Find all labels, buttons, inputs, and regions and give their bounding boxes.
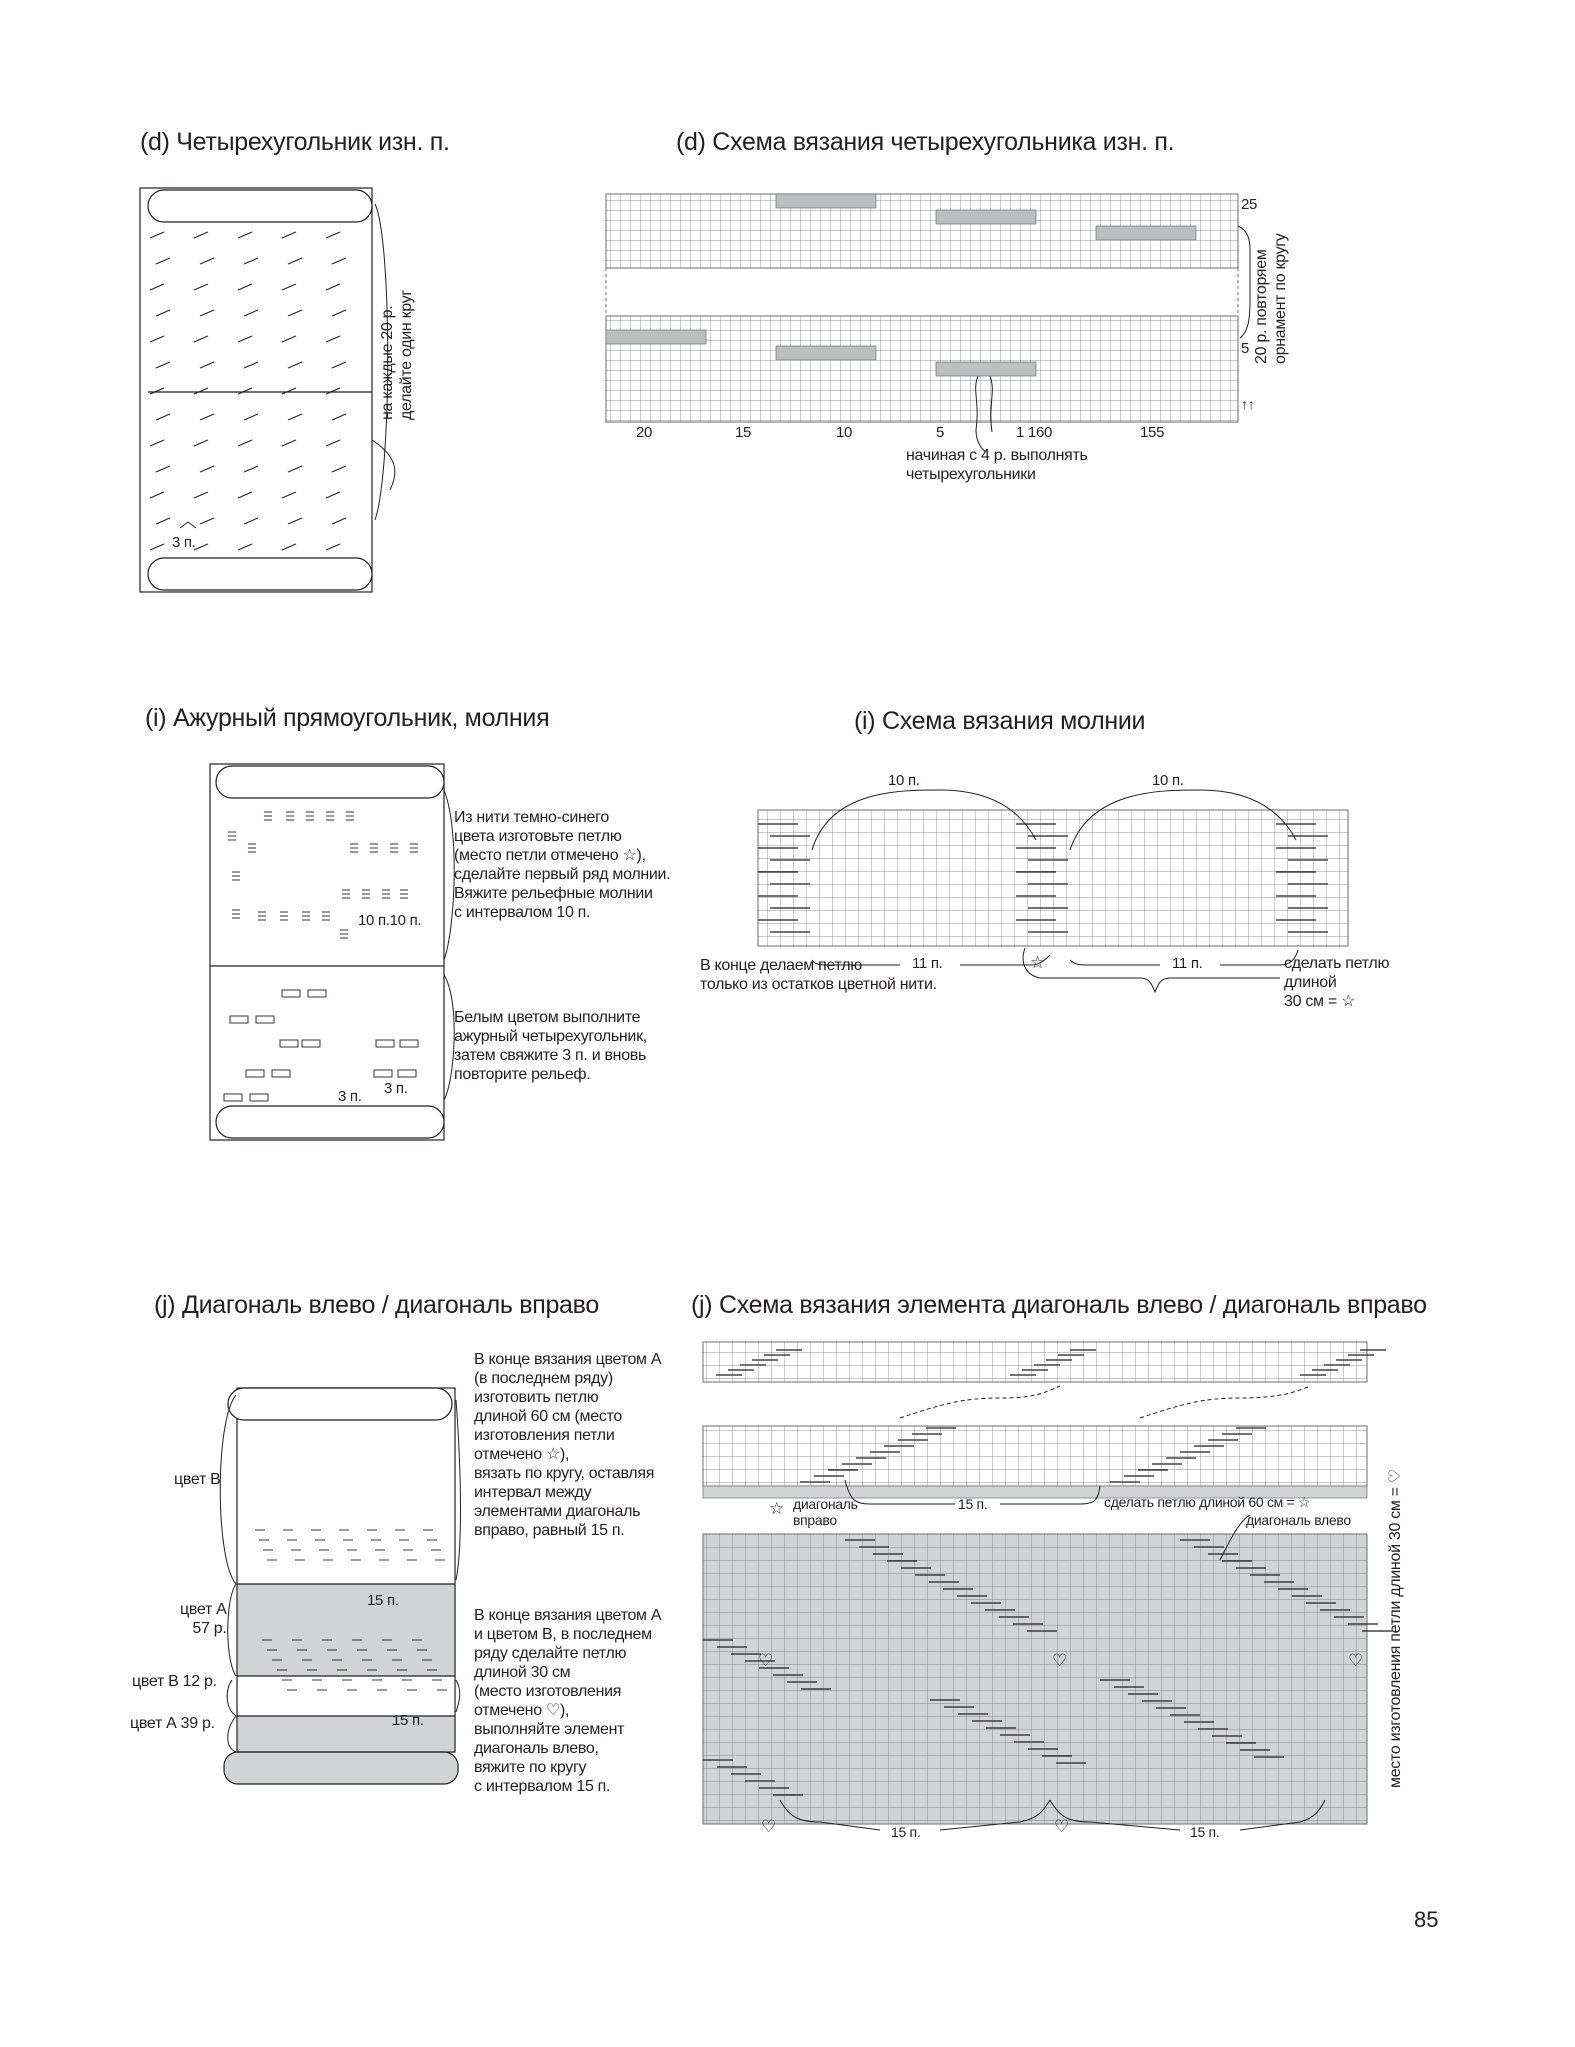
purl-dash [288, 362, 302, 368]
heart-icon: ♡ [1054, 1817, 1069, 1836]
heart-icon: ♡ [758, 1651, 773, 1670]
label-color-b: цвет В [174, 1471, 221, 1488]
purl-dash [332, 310, 346, 316]
purl-dash [326, 388, 340, 394]
section-j-title-right: (j) Схема вязания элемента диагональ влево / диагональ вправо [691, 1291, 1427, 1319]
section-i-title-left: (i) Ажурный прямоугольник, молния [145, 704, 550, 732]
purl-dash [150, 336, 164, 342]
zigzag-top-10p-b: 10 п. [1152, 772, 1184, 789]
zigzag-bottom-11p-b: 11 п. [1172, 955, 1203, 972]
lace-label-3p-b: 3 п. [384, 1080, 408, 1097]
diagonal-bottom-15p-a: 15 п. [891, 1824, 921, 1840]
purl-dash [150, 232, 164, 238]
purl-dash [332, 362, 346, 368]
lace-hole [376, 1040, 394, 1047]
purl-dash [200, 258, 214, 264]
purl-dash [194, 336, 208, 342]
lace-hole [302, 1040, 320, 1047]
lace-hole [250, 1094, 268, 1101]
purl-dash [200, 310, 214, 316]
purl-dash [200, 466, 214, 472]
purl-dash [244, 466, 258, 472]
purl-dash [326, 544, 340, 550]
lace-hole [230, 1016, 248, 1023]
purl-dash [150, 492, 164, 498]
diagonal-right-label: диагональ вправо [793, 1496, 858, 1528]
lace-hole [400, 1040, 418, 1047]
stitch-count-3p: 3 п. [172, 534, 196, 551]
lace-hole [280, 1040, 298, 1047]
purl-dash [238, 388, 252, 394]
lace-label-3p-a: 3 п. [338, 1088, 362, 1105]
diagonal-label-15p-b: 15 п. [392, 1712, 424, 1729]
lace-note-bottom: Белым цветом выполните ажурный четырехугольник, затем свяжите 3 п. и вновь повторите рельеф. [454, 1009, 647, 1083]
purl-dash [150, 440, 164, 446]
purl-dash [238, 440, 252, 446]
lace-hole [224, 1094, 242, 1101]
purl-dash [200, 518, 214, 524]
section-d-title-right: (d) Схема вязания четырехугольника изн. п. [676, 128, 1175, 156]
purl-dash [156, 258, 170, 264]
purl-dash [288, 414, 302, 420]
label-color-a-39: цвет А 39 р. [130, 1715, 215, 1732]
purl-dash [282, 388, 296, 394]
axis-tick-label: 15 [735, 424, 752, 441]
page-number: 85 [1414, 1907, 1439, 1932]
purl-dash [244, 310, 258, 316]
purl-dash [282, 492, 296, 498]
repeat-note: 20 р. повторяем орнамент по кругу [1253, 233, 1289, 364]
purl-dash [326, 284, 340, 290]
purl-dash [194, 492, 208, 498]
row-label-25: 25 [1241, 196, 1258, 213]
purl-dash [238, 492, 252, 498]
diagonal-drawing [220, 1388, 460, 1784]
side-note-rounds: на каждые 20 р. делайте один круг [379, 290, 415, 420]
purl-dash [194, 388, 208, 394]
purl-dash [282, 544, 296, 550]
vertical-loop-note: место изготовления петли длиной 30 см = ♡ [1387, 1469, 1404, 1788]
loop-60cm-label: сделать петлю длиной 60 см = ☆ [1104, 1494, 1311, 1510]
diagonal-note-top: В конце вязания цветом А (в последнем ряду) изготовить петлю длиной 60 см (место изготовления петли отмечено ☆), вязать по кругу, оставляя интервал между элементами диагональ вправо, равный 15 п. [474, 1351, 662, 1539]
heart-icon: ♡ [761, 1817, 776, 1836]
square-purl-chart [606, 194, 1250, 452]
purl-dash [288, 258, 302, 264]
axis-tick-label: 5 [936, 424, 945, 441]
zigzag-top-10p-a: 10 п. [888, 772, 920, 789]
purl-dash [288, 310, 302, 316]
star-marker-j: ☆ [769, 1499, 784, 1518]
interval-label-10p: 10 п.10 п. [358, 912, 422, 929]
diagonal-chart [703, 1342, 1392, 1830]
purl-dash [332, 518, 346, 524]
purl-dash [238, 284, 252, 290]
purl-dash [200, 414, 214, 420]
zigzag-loop-note: сделать петлю длиной 30 см = ☆ [1284, 955, 1390, 1010]
diagonal-left-label: диагональ влево [1246, 1512, 1351, 1528]
lace-hole [282, 990, 300, 997]
axis-tick-label: 20 [636, 424, 653, 441]
purl-dash [156, 466, 170, 472]
zigzag-note-top: Из нити темно-синего цвета изготовьте петлю (место петли отмечено ☆), сделайте первый ряд молнии. Вяжите рельефные молнии с интервалом 10 п. [454, 809, 671, 921]
purl-dash [332, 414, 346, 420]
purl-dash [244, 258, 258, 264]
label-color-b-12: цвет В 12 р. [132, 1673, 217, 1690]
purl-dash [150, 388, 164, 394]
purl-dash [238, 336, 252, 342]
section-d-title-left: (d) Четырехугольник изн. п. [140, 128, 450, 156]
diagonal-note-bottom: В конце вязания цветом А и цветом В, в последнем ряду сделайте петлю длиной 30 см (место изготовления отмечено ♡), выполняйте элемент диагональ влево, вяжите по кругу с интервалом 15 п. [474, 1607, 662, 1795]
diagonal-mid-15p: 15 п. [958, 1496, 988, 1512]
purl-dash [194, 544, 208, 550]
lace-zigzag-drawing [210, 764, 454, 1140]
purl-dash [194, 440, 208, 446]
purl-dash [156, 414, 170, 420]
lace-hole [246, 1070, 264, 1077]
purl-dash [332, 466, 346, 472]
purl-dash [150, 284, 164, 290]
purl-dash [282, 336, 296, 342]
purl-dash [244, 362, 258, 368]
purl-dash [326, 492, 340, 498]
purl-dash [326, 232, 340, 238]
purl-dash [156, 310, 170, 316]
section-j-title-left: (j) Диагональ влево / диагональ вправо [154, 1291, 599, 1319]
purl-dash [238, 544, 252, 550]
diagonal-bottom-15p-b: 15 п. [1190, 1824, 1220, 1840]
purl-dash [150, 544, 164, 550]
purl-dash [288, 466, 302, 472]
heart-icon: ♡ [1348, 1651, 1363, 1670]
axis-tick-label: 155 [1140, 424, 1165, 441]
purl-dash [200, 362, 214, 368]
arrow-marks: ↑↑ [1241, 396, 1255, 412]
lace-hole [374, 1070, 392, 1077]
purl-dash [244, 518, 258, 524]
lace-hole [272, 1070, 290, 1077]
purl-dash [194, 284, 208, 290]
label-color-a-57: цвет А 57 р. [180, 1601, 227, 1637]
lace-hole [256, 1016, 274, 1023]
purl-dash [156, 518, 170, 524]
purl-dash [282, 440, 296, 446]
lace-hole [308, 990, 326, 997]
purl-dash [332, 258, 346, 264]
axis-tick-label: 10 [836, 424, 853, 441]
purl-dash [156, 362, 170, 368]
purl-dash [326, 440, 340, 446]
section-i-title-right: (i) Схема вязания молнии [854, 707, 1146, 735]
square-purl-drawing [140, 188, 395, 592]
purl-dash [244, 414, 258, 420]
purl-dash [326, 336, 340, 342]
heart-icon: ♡ [1052, 1651, 1067, 1670]
star-marker: ☆ [1030, 953, 1045, 972]
purl-dash [238, 232, 252, 238]
purl-dash [282, 284, 296, 290]
purl-dash [282, 232, 296, 238]
row-label-5: 5 [1241, 340, 1250, 357]
purl-dash [194, 232, 208, 238]
axis-tick-label: 1 160 [1016, 424, 1053, 441]
purl-dash [288, 518, 302, 524]
square-chart-bottom-note: начиная с 4 р. выполнять четырехугольники [906, 447, 1088, 483]
diagonal-label-15p-a: 15 п. [367, 1592, 399, 1609]
zigzag-bottom-11p-a: 11 п. [912, 955, 943, 972]
lace-hole [398, 1070, 416, 1077]
zigzag-end-note: В конце делаем петлю только из остатков цветной нити. [700, 957, 937, 993]
